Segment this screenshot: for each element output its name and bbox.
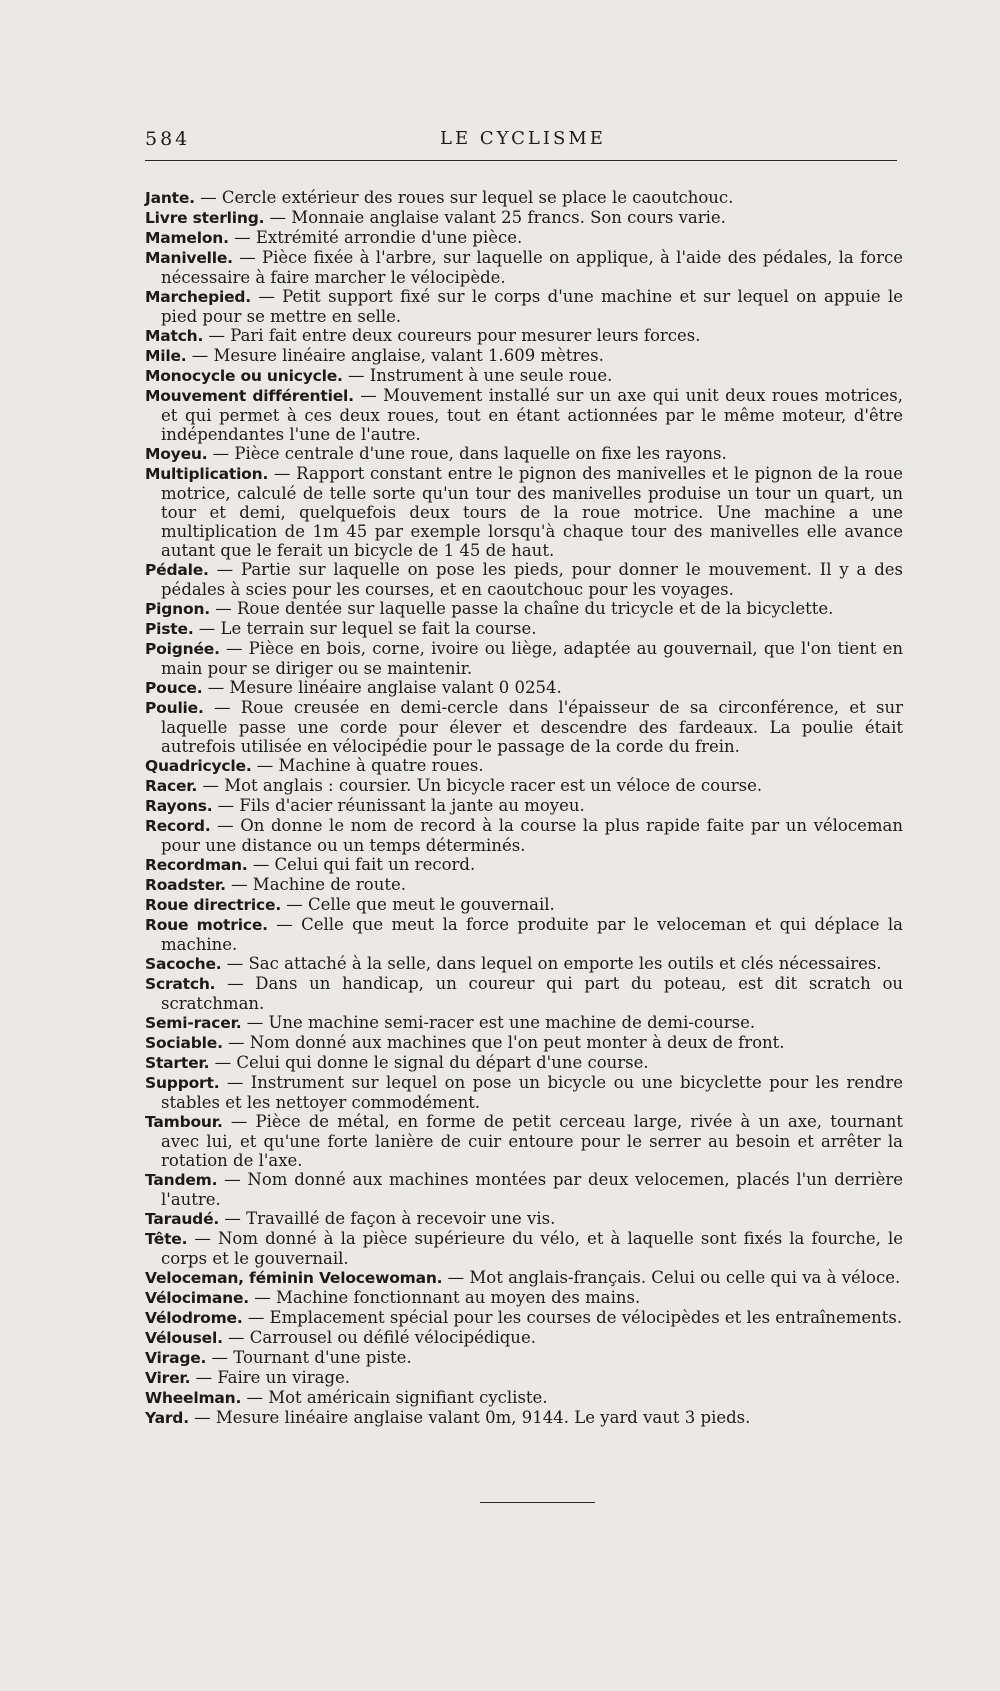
glossary-entry [145, 1112, 903, 1170]
entry-term: Rayons. [145, 797, 213, 815]
entry-term: Manivelle. [145, 249, 233, 267]
entry-term: Jante. [145, 189, 195, 207]
entry-definition: — Instrument à une seule roue. [347, 366, 613, 385]
entry-term: Scratch. [145, 975, 216, 993]
entry-definition: — Pièce de métal, en forme de petit cerceau large, rivée à un axe, tournant avec lui, et qu'une forte lanière de cuir entoure pour le serrer au besoin et arrêter la rotation de l'axe. [161, 1112, 903, 1170]
running-head [145, 128, 900, 152]
entry-definition: — Dans un handicap, un coureur qui part du poteau, est dit scratch ou scratchman. [161, 974, 903, 1013]
entry-term: Vélousel. [145, 1329, 223, 1347]
entry-term: Poignée. [145, 640, 220, 658]
glossary-entry [145, 1408, 903, 1428]
header-rule [145, 160, 897, 161]
entry-term: Wheelman. [145, 1389, 242, 1407]
entry-term: Match. [145, 327, 204, 345]
entry-definition: — Nom donné à la pièce supérieure du vélo, et à laquelle sont fixés la fourche, le corps et le gouvernail. [161, 1229, 904, 1268]
entry-term: Support. [145, 1074, 220, 1092]
entry-definition: — Roue dentée sur laquelle passe la chaîne du tricycle et de la bicyclette. [215, 599, 834, 618]
glossary-entry [145, 915, 903, 954]
entry-definition: — Fils d'acier réunissant la jante au moyeu. [217, 796, 585, 815]
entry-term: Monocycle ou unicycle. [145, 367, 343, 385]
entry-term: Roue motrice. [145, 916, 268, 934]
entry-definition: — Nom donné aux machines que l'on peut monter à deux de front. [228, 1033, 785, 1052]
entry-definition: — Monnaie anglaise valant 25 francs. Son cours varie. [269, 208, 726, 227]
glossary-entry [145, 1229, 903, 1268]
glossary-entry [145, 1013, 903, 1033]
glossary-entry [145, 619, 903, 639]
entry-term: Mouvement différentiel. [145, 387, 354, 405]
glossary-entry [145, 1268, 903, 1288]
entry-term: Virage. [145, 1349, 207, 1367]
entry-definition: — Pari fait entre deux coureurs pour mesurer leurs forces. [208, 326, 701, 345]
entry-definition: — Celui qui fait un record. [252, 855, 476, 874]
entry-definition: — On donne le nom de record à la course la plus rapide faite par un véloceman pour une distance ou un temps déterminés. [161, 816, 903, 855]
glossary-entry [145, 1348, 903, 1368]
entry-definition: — Cercle extérieur des roues sur lequel se place le caoutchouc. [200, 188, 734, 207]
entry-definition: — Mouvement installé sur un axe qui unit deux roues motrices, et qui permet à ces deux roues, tout en étant actionnées par le même moteur, d'être indépendantes l'une de l'autre. [161, 386, 903, 444]
glossary-entry [145, 974, 903, 1013]
glossary-entry [145, 444, 903, 464]
entry-term: Marchepied. [145, 288, 251, 306]
entry-definition: — Machine fonctionnant au moyen des mains. [254, 1288, 641, 1307]
entry-term: Vélocimane. [145, 1289, 249, 1307]
entry-definition: — Rapport constant entre le pignon des manivelles et le pignon de la roue motrice, calculé de telle sorte qu'un tour des manivelles produise un tour un quart, un tour et demi, quelquefois deux tours de la roue motrice. Une machine a une multiplication de 1m 45 par exemple lorsqu'à chaque tour des manivelles elle avance autant que le ferait un bicycle de 1 45 de haut. [161, 464, 904, 560]
entry-term: Virer. [145, 1369, 191, 1387]
entry-term: Tandem. [145, 1171, 218, 1189]
entry-term: Pouce. [145, 679, 203, 697]
entry-term: Poulie. [145, 699, 204, 717]
glossary-entry [145, 776, 903, 796]
entry-term: Piste. [145, 620, 194, 638]
entry-definition: — Pièce fixée à l'arbre, sur laquelle on applique, à l'aide des pédales, la force nécessaire à faire marcher le vélocipède. [161, 248, 904, 287]
entry-term: Yard. [145, 1409, 189, 1427]
entry-term: Tête. [145, 1230, 188, 1248]
entry-term: Livre sterling. [145, 209, 265, 227]
entry-definition: — Une machine semi-racer est une machine de demi-course. [246, 1013, 756, 1032]
entry-definition: — Mot américain signifiant cycliste. [246, 1388, 548, 1407]
entry-definition: — Instrument sur lequel on pose un bicycle ou une bicyclette pour les rendre stables et les nettoyer commodément. [161, 1073, 903, 1112]
entry-definition: — Extrémité arrondie d'une pièce. [234, 228, 523, 247]
entry-definition: — Mesure linéaire anglaise, valant 1.609 mètres. [191, 346, 604, 365]
entry-definition: — Petit support fixé sur le corps d'une machine et sur lequel on appuie le pied pour se mettre en selle. [161, 287, 903, 326]
entry-term: Roadster. [145, 876, 226, 894]
entry-definition: — Pièce en bois, corne, ivoire ou liège, adaptée au gouvernail, que l'on tient en main pour se diriger ou se maintenir. [161, 639, 904, 678]
glossary-entry [145, 816, 903, 855]
glossary-entry [145, 287, 903, 326]
glossary-entry [145, 678, 903, 698]
glossary-entry [145, 954, 903, 974]
entry-term: Record. [145, 817, 211, 835]
end-rule [480, 1502, 595, 1503]
glossary-entry [145, 639, 903, 678]
entry-term: Sacoche. [145, 955, 222, 973]
entry-term: Sociable. [145, 1034, 223, 1052]
entry-definition: — Nom donné aux machines montées par deux velocemen, placés l'un derrière l'autre. [161, 1170, 903, 1209]
entry-term: Quadricycle. [145, 757, 252, 775]
glossary-entry [145, 875, 903, 895]
glossary-entry [145, 756, 903, 776]
glossary-entry [145, 188, 903, 208]
entry-definition: — Mot anglais-français. Celui ou celle qui va à véloce. [447, 1268, 901, 1287]
entry-term: Recordman. [145, 856, 248, 874]
entry-term: Taraudé. [145, 1210, 220, 1228]
entry-term: Vélodrome. [145, 1309, 243, 1327]
glossary-entry [145, 464, 903, 560]
glossary-entry [145, 1328, 903, 1348]
glossary-entry [145, 208, 903, 228]
entry-term: Pignon. [145, 600, 210, 618]
glossary-entry [145, 248, 903, 287]
entry-definition: — Machine de route. [231, 875, 406, 894]
entry-term: Starter. [145, 1054, 210, 1072]
entry-term: Pédale. [145, 561, 209, 579]
entry-definition: — Le terrain sur lequel se fait la course. [198, 619, 537, 638]
glossary-entry [145, 1073, 903, 1112]
glossary-entry [145, 698, 903, 756]
glossary-entry [145, 1388, 903, 1408]
glossary-entry [145, 1368, 903, 1388]
entry-term: Veloceman, féminin Velocewoman. [145, 1269, 443, 1287]
entry-definition: — Celle que meut la force produite par le veloceman et qui déplace la machine. [161, 915, 903, 954]
entry-term: Multiplication. [145, 465, 269, 483]
entry-definition: — Celle que meut le gouvernail. [286, 895, 555, 914]
entry-definition: — Faire un virage. [195, 1368, 351, 1387]
entry-definition: — Mesure linéaire anglaise valant 0 0254. [207, 678, 562, 697]
entry-term: Roue directrice. [145, 896, 282, 914]
entry-definition: — Roue creusée en demi-cercle dans l'épaisseur de sa circonférence, et sur laquelle passe une corde pour élever et descendre des fardeaux. La poulie était autrefois utilisée en vélocipédie pour le passage de la corde du frein. [161, 698, 904, 756]
entry-term: Tambour. [145, 1113, 223, 1131]
glossary-entry [145, 1033, 903, 1053]
entry-definition: — Mesure linéaire anglaise valant 0m, 9144. Le yard vaut 3 pieds. [194, 1408, 751, 1427]
glossary-entry [145, 560, 903, 599]
entry-definition: — Carrousel ou défilé vélocipédique. [228, 1328, 536, 1347]
entry-definition: — Mot anglais : coursier. Un bicycle racer est un véloce de course. [202, 776, 763, 795]
glossary-entry [145, 1308, 903, 1328]
entry-definition: — Celui qui donne le signal du départ d'une course. [214, 1053, 649, 1072]
entry-term: Semi-racer. [145, 1014, 242, 1032]
glossary-entry [145, 895, 903, 915]
glossary-entry [145, 599, 903, 619]
entry-definition: — Partie sur laquelle on pose les pieds, pour donner le mouvement. Il y a des pédales à scies pour les courses, et en caoutchouc pour les voyages. [161, 560, 904, 599]
page-number: 584 [145, 128, 191, 150]
glossary-entry [145, 855, 903, 875]
glossary-entry [145, 366, 903, 386]
glossary-entry [145, 346, 903, 366]
glossary-entry [145, 796, 903, 816]
entry-term: Racer. [145, 777, 198, 795]
glossary-entry [145, 326, 903, 346]
running-title: LE CYCLISME [440, 128, 606, 149]
entry-term: Moyeu. [145, 445, 208, 463]
entry-definition: — Travaillé de façon à recevoir une vis. [224, 1209, 556, 1228]
glossary-entry [145, 1209, 903, 1229]
glossary-entry [145, 228, 903, 248]
glossary-entry [145, 1288, 903, 1308]
entry-term: Mamelon. [145, 229, 229, 247]
entry-definition: — Machine à quatre roues. [256, 756, 484, 775]
glossary-entry [145, 386, 903, 444]
glossary-entry [145, 1053, 903, 1073]
entry-definition: — Pièce centrale d'une roue, dans laquelle on fixe les rayons. [212, 444, 727, 463]
glossary-entry [145, 1170, 903, 1209]
entry-definition: — Sac attaché à la selle, dans lequel on emporte les outils et clés nécessaires. [226, 954, 882, 973]
entry-definition: — Tournant d'une piste. [211, 1348, 412, 1367]
entry-term: Mile. [145, 347, 187, 365]
entry-definition: — Emplacement spécial pour les courses de vélocipèdes et les entraînements. [247, 1308, 903, 1327]
glossary-entries [145, 188, 903, 1428]
